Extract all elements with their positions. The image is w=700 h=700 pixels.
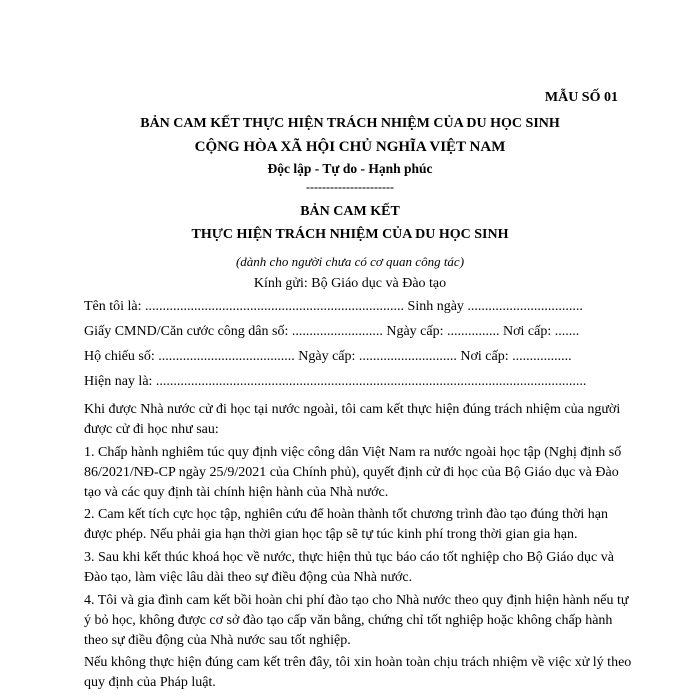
field-name-dob: Tên tôi là: .......................................................................... Sinh ngày ................................. (84, 299, 583, 314)
commitment-scope-note: (dành cho người chưa có cơ quan công tác) (235, 254, 465, 269)
national-motto: Độc lập - Tự do - Hạnh phúc (267, 161, 433, 176)
national-title: CỘNG HÒA XÃ HỘI CHỦ NGHĨA VIỆT NAM (194, 139, 506, 155)
field-id-card: Giấy CMND/Căn cước công dân số: .......................... Ngày cấp: ............... Nơi cấp: ....... (84, 324, 580, 339)
commitment-item-2: 2. Cam kết tích cực học tập, nghiên cứu để hoàn thành tốt chương trình đào tạo đúng thời hạn được phép. Nếu phải gia hạn thời gian học tập sẽ tự túc kinh phí trong thời gian gia hạn. (84, 507, 608, 542)
closing-paragraph: Nếu không thực hiện đúng cam kết trên đây, tôi xin hoàn toàn chịu trách nhiệm về việc xử lý theo quy định của Pháp luật. (84, 655, 632, 690)
commitment-item-3: 3. Sau khi kết thúc khoá học về nước, thực hiện thủ tục báo cáo tốt nghiệp cho Bộ Giáo dục và Đào tạo, làm việc lâu dài theo sự điều động của Nhà nước. (84, 550, 614, 585)
addressee: Kính gửi: Bộ Giáo dục và Đào tạo (253, 276, 447, 291)
field-passport: Hộ chiếu số: ....................................... Ngày cấp: ............................ Nơi cấp: ................. (84, 349, 572, 364)
commitment-title: BẢN CAM KẾT (300, 204, 400, 219)
document-heading: BẢN CAM KẾT THỰC HIỆN TRÁCH NHIỆM CỦA DU HỌC SINH (140, 116, 560, 131)
form-code: MẪU SỐ 01 (544, 90, 618, 105)
field-current-status: Hiện nay là: ........................................................................................................................... (84, 374, 587, 389)
motto-separator: ---------------------- (306, 180, 394, 194)
commitment-item-1: 1. Chấp hành nghiêm túc quy định việc công dân Việt Nam ra nước ngoài học tập (Nghị định số 86/2021/NĐ-CP ngày 25/9/2021 của Chính phủ), quyết định cử đi học của Bộ Giáo dục và Đào tạo và các quy định tài chính hiện hành của Nhà nước. (84, 445, 622, 500)
commitment-item-4: 4. Tôi và gia đình cam kết bồi hoàn chi phí đào tạo cho Nhà nước theo quy định hiện hành nếu tự ý bỏ học, không được cơ sở đào tạo cấp văn bằng, chứng chỉ tốt nghiệp hoặc không chấp hành theo sự điều động của Nhà nước sau tốt nghiệp. (84, 593, 629, 648)
commitment-subject: THỰC HIỆN TRÁCH NHIỆM CỦA DU HỌC SINH (191, 227, 509, 242)
intro-paragraph: Khi được Nhà nước cử đi học tại nước ngoài, tôi cam kết thực hiện đúng trách nhiệm của người được cử đi học như sau: (84, 402, 621, 437)
